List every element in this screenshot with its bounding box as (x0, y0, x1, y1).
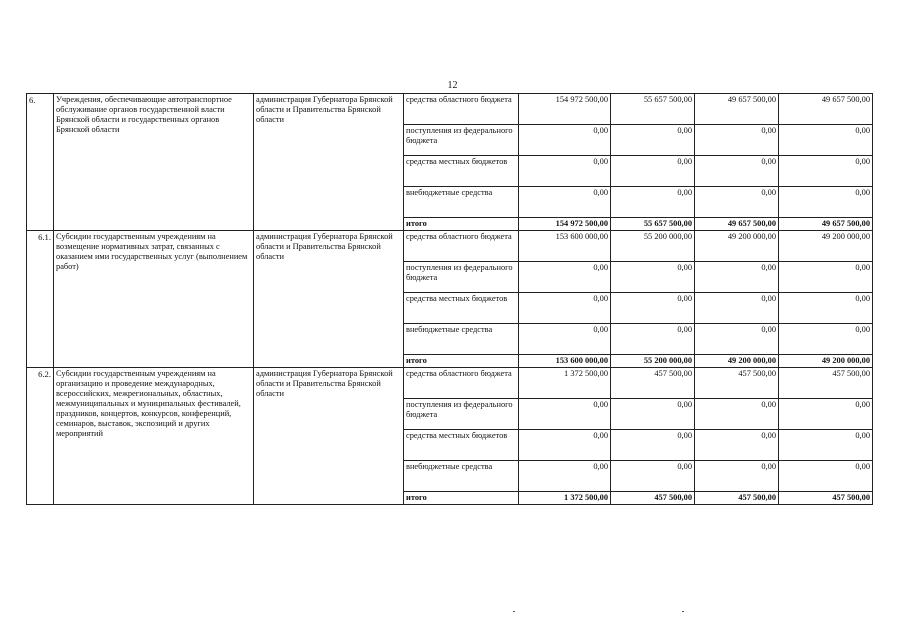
funding-source: средства местных бюджетов (404, 156, 519, 187)
table-row (27, 231, 873, 262)
amount-year-3: 0,00 (779, 125, 873, 156)
amount-year-3: 0,00 (779, 430, 873, 461)
amount-year-3: 0,00 (779, 293, 873, 324)
amount-year-3: 0,00 (779, 461, 873, 492)
amount-year-2: 0,00 (695, 399, 779, 430)
funding-source: внебюджетные средства (404, 187, 519, 218)
total-year-2: 457 500,00 (695, 492, 779, 505)
page-number: 12 (447, 80, 458, 91)
funding-source: поступления из федерального бюджета (404, 262, 519, 293)
amount-total: 0,00 (519, 125, 611, 156)
amount-year-1: 0,00 (611, 293, 695, 324)
funding-source: средства местных бюджетов (404, 430, 519, 461)
total-year-1: 55 657 500,00 (611, 218, 695, 231)
amount-year-1: 55 200 000,00 (611, 231, 695, 262)
amount-total: 0,00 (519, 156, 611, 187)
total-label: итого (404, 355, 519, 368)
funding-source: внебюджетные средства (404, 324, 519, 355)
amount-year-1: 0,00 (611, 324, 695, 355)
funding-source: средства областного бюджета (404, 368, 519, 399)
amount-year-1: 0,00 (611, 461, 695, 492)
amount-year-2: 0,00 (695, 262, 779, 293)
section-name: Субсидии государственным учреждениям на организацию и проведение международных, всероссийских, межрегиональных, областных, межмуниципальных и муниципальных фестивалей, праздников, концертов, конкурсов, конференций, семинаров, выставок, экспозиций и других мероприятий (54, 368, 254, 505)
amount-total: 153 600 000,00 (519, 231, 611, 262)
section-name: Субсидии государственным учреждениям на возмещение нормативных затрат, связанных с оказанием ими государственных услуг (выполнением работ) (54, 231, 254, 368)
section-executor: администрация Губернатора Брянской области и Правительства Брянской области (254, 94, 404, 231)
total-year-2: 49 200 000,00 (695, 355, 779, 368)
amount-year-2: 0,00 (695, 430, 779, 461)
section-executor: администрация Губернатора Брянской области и Правительства Брянской области (254, 231, 404, 368)
amount-year-1: 55 657 500,00 (611, 94, 695, 125)
amount-year-2: 0,00 (695, 461, 779, 492)
total-year-1: 55 200 000,00 (611, 355, 695, 368)
section-number: 6.2. (27, 368, 54, 505)
amount-year-1: 0,00 (611, 125, 695, 156)
amount-total: 0,00 (519, 187, 611, 218)
total-amount: 153 600 000,00 (519, 355, 611, 368)
funding-source: внебюджетные средства (404, 461, 519, 492)
amount-year-3: 457 500,00 (779, 368, 873, 399)
funding-source: поступления из федерального бюджета (404, 399, 519, 430)
total-year-2: 49 657 500,00 (695, 218, 779, 231)
amount-year-3: 0,00 (779, 324, 873, 355)
budget-table (26, 93, 873, 505)
scan-speck (682, 611, 684, 612)
amount-total: 0,00 (519, 293, 611, 324)
table-row (27, 94, 873, 125)
total-label: итого (404, 218, 519, 231)
amount-year-3: 0,00 (779, 156, 873, 187)
table-row (27, 368, 873, 399)
amount-year-3: 0,00 (779, 187, 873, 218)
section-name: Учреждения, обеспечивающие автотранспортное обслуживание органов государственной власти Брянской области и государственных органов Брянской области (54, 94, 254, 231)
section-executor: администрация Губернатора Брянской области и Правительства Брянской области (254, 368, 404, 505)
amount-year-2: 457 500,00 (695, 368, 779, 399)
amount-year-1: 0,00 (611, 262, 695, 293)
amount-year-2: 0,00 (695, 156, 779, 187)
total-year-3: 49 200 000,00 (779, 355, 873, 368)
amount-total: 0,00 (519, 461, 611, 492)
amount-year-3: 0,00 (779, 399, 873, 430)
funding-source: средства областного бюджета (404, 231, 519, 262)
amount-year-2: 0,00 (695, 125, 779, 156)
amount-year-3: 49 200 000,00 (779, 231, 873, 262)
amount-total: 0,00 (519, 430, 611, 461)
amount-total: 154 972 500,00 (519, 94, 611, 125)
amount-year-1: 0,00 (611, 430, 695, 461)
amount-year-3: 0,00 (779, 262, 873, 293)
total-amount: 154 972 500,00 (519, 218, 611, 231)
amount-total: 0,00 (519, 324, 611, 355)
total-year-1: 457 500,00 (611, 492, 695, 505)
amount-total: 0,00 (519, 399, 611, 430)
total-label: итого (404, 492, 519, 505)
scan-speck (513, 611, 515, 612)
funding-source: средства областного бюджета (404, 94, 519, 125)
amount-year-1: 0,00 (611, 399, 695, 430)
amount-year-1: 457 500,00 (611, 368, 695, 399)
amount-year-1: 0,00 (611, 156, 695, 187)
amount-year-2: 0,00 (695, 293, 779, 324)
funding-source: поступления из федерального бюджета (404, 125, 519, 156)
section-number: 6. (27, 94, 54, 231)
total-year-3: 457 500,00 (779, 492, 873, 505)
amount-year-3: 49 657 500,00 (779, 94, 873, 125)
total-year-3: 49 657 500,00 (779, 218, 873, 231)
amount-total: 0,00 (519, 262, 611, 293)
amount-year-2: 49 657 500,00 (695, 94, 779, 125)
amount-year-2: 0,00 (695, 187, 779, 218)
amount-year-1: 0,00 (611, 187, 695, 218)
amount-year-2: 49 200 000,00 (695, 231, 779, 262)
section-number: 6.1. (27, 231, 54, 368)
funding-source: средства местных бюджетов (404, 293, 519, 324)
total-amount: 1 372 500,00 (519, 492, 611, 505)
amount-year-2: 0,00 (695, 324, 779, 355)
amount-total: 1 372 500,00 (519, 368, 611, 399)
